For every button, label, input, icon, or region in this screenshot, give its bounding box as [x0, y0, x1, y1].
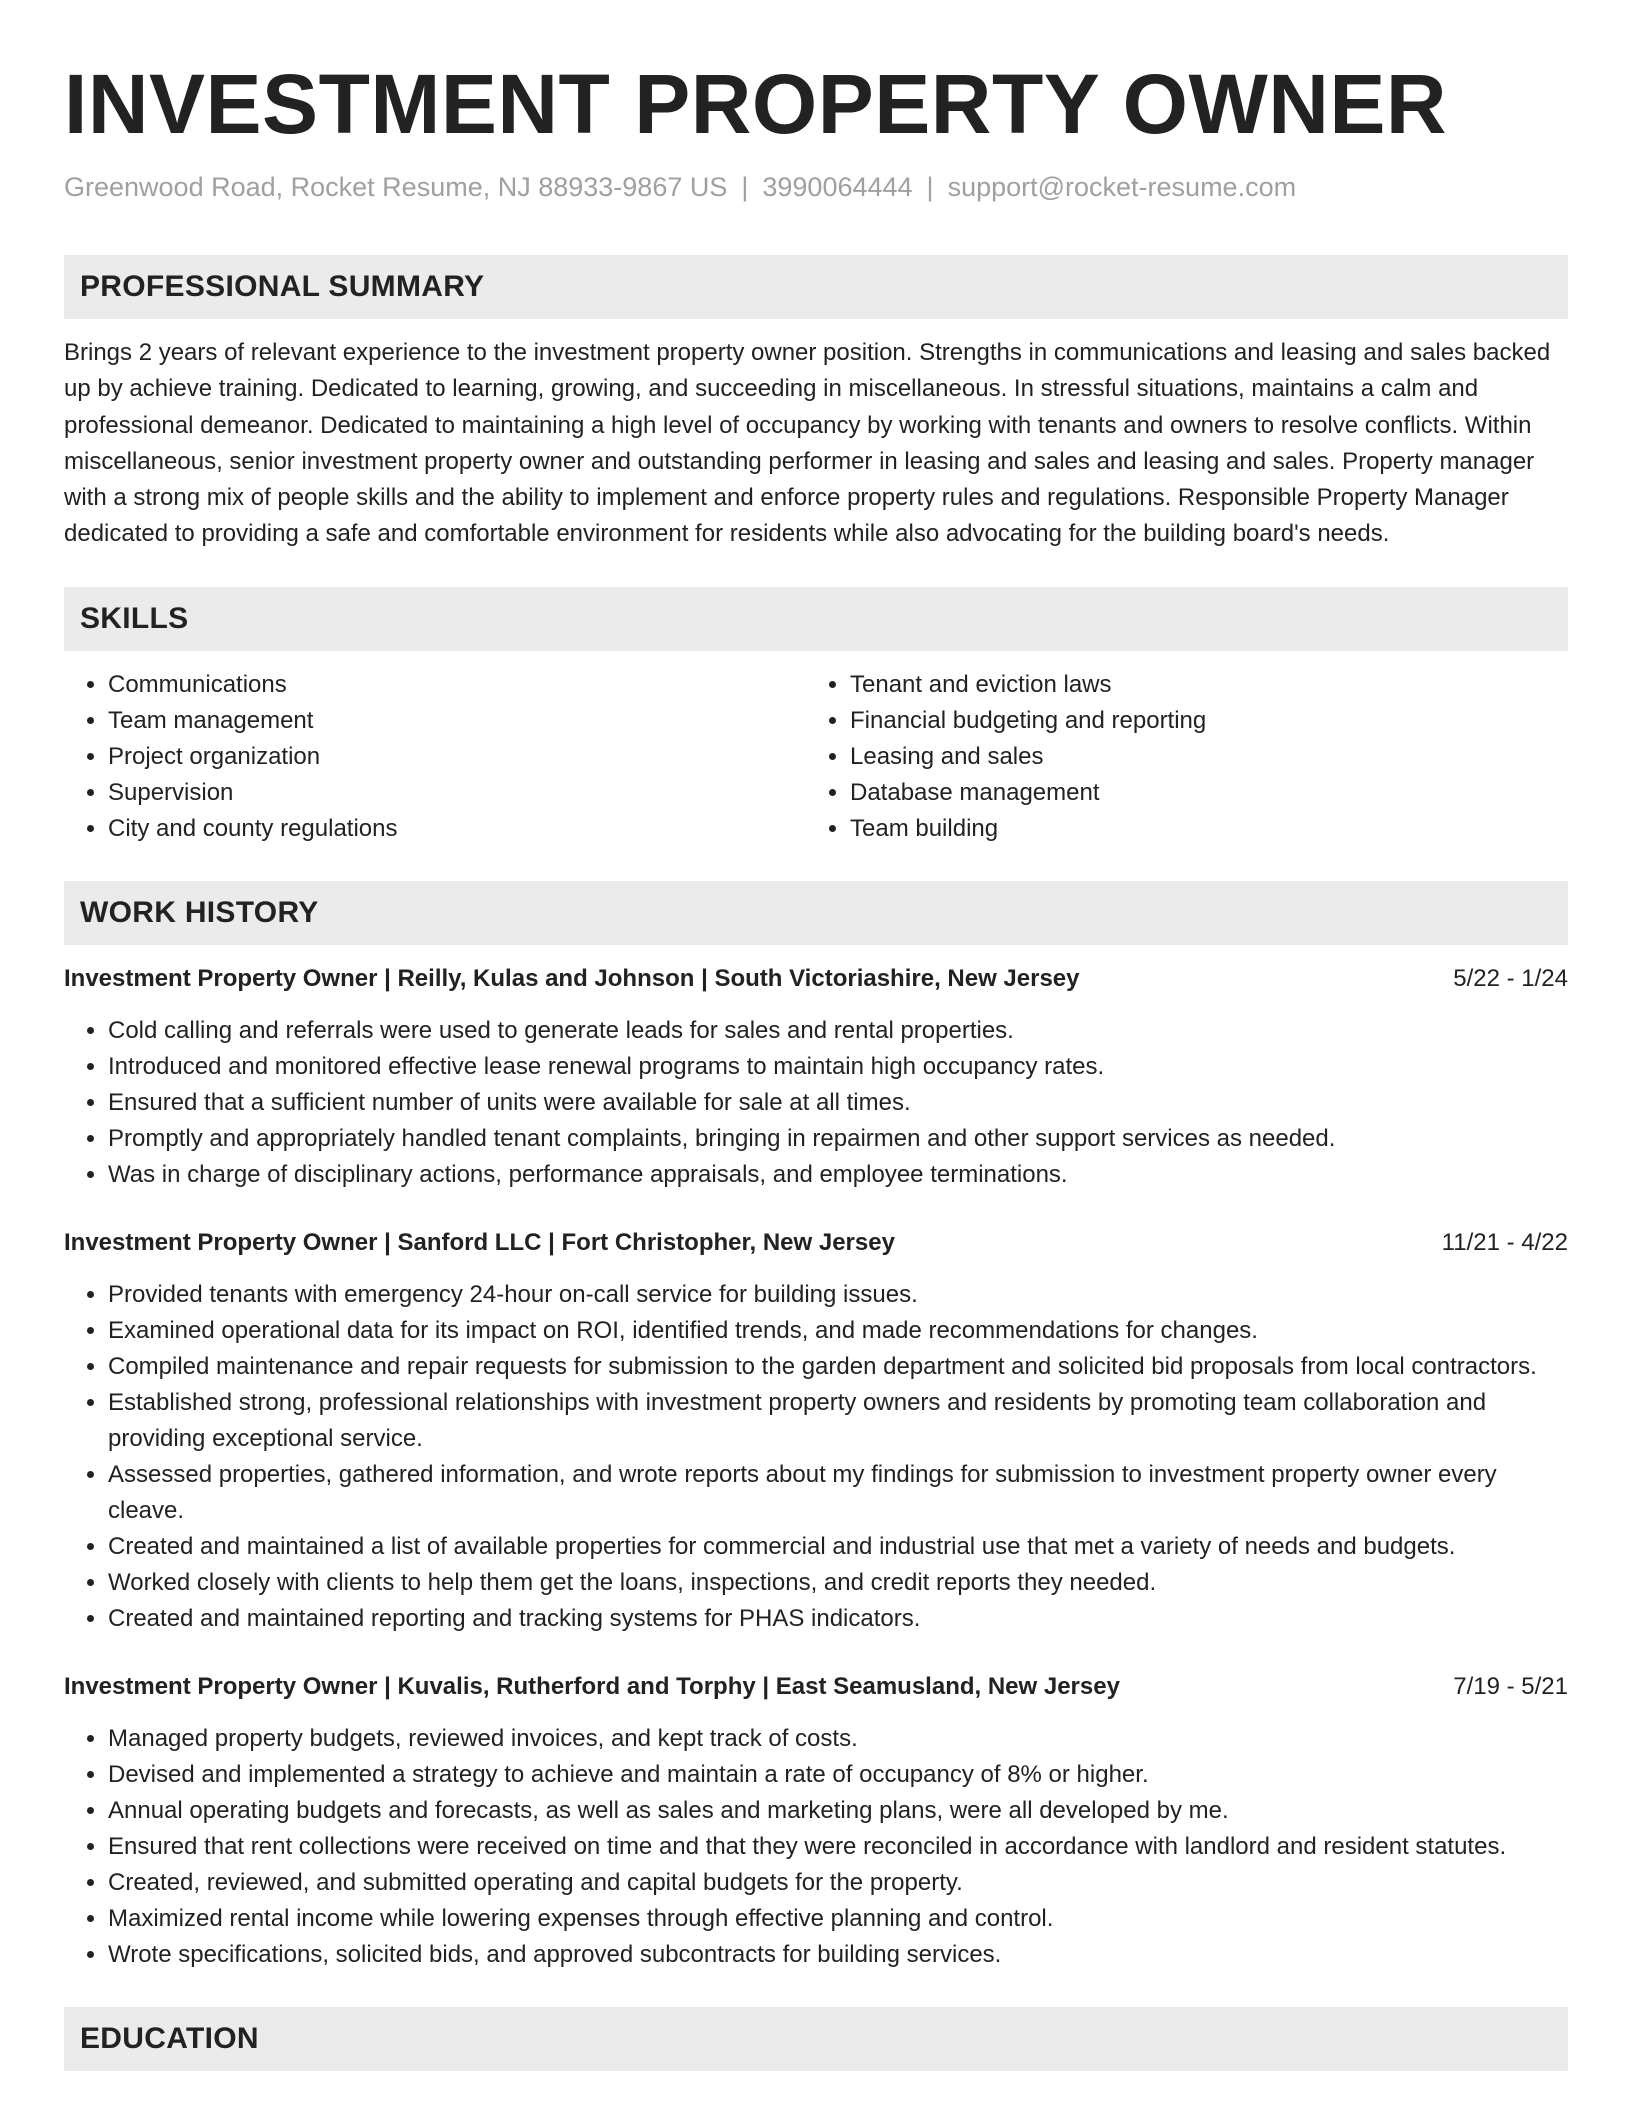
job-dates: 7/19 - 5/21 [1453, 1672, 1568, 1700]
section-header-work-history: WORK HISTORY [64, 881, 1568, 945]
job-bullet: • Promptly and appropriately handled tenant complaints, bringing in repairmen and other support services as needed. [108, 1121, 1568, 1157]
job-bullet: • Created, reviewed, and submitted operating and capital budgets for the property. [108, 1865, 1568, 1901]
job-bullet: • Was in charge of disciplinary actions, performance appraisals, and employee terminations. [108, 1157, 1568, 1193]
job-header [64, 1225, 1568, 1261]
contact-separator: | [741, 172, 749, 202]
job-bullet: • Examined operational data for its impact on ROI, identified trends, and made recommendations for changes. [108, 1313, 1568, 1349]
job-bullets [64, 1277, 1568, 1637]
contact-line [64, 170, 1568, 204]
skill-item: • Supervision [108, 775, 806, 811]
skill-item: • City and county regulations [108, 811, 806, 847]
skills-columns [64, 667, 1568, 847]
job-bullet: • Maximized rental income while lowering expenses through effective planning and control. [108, 1901, 1568, 1937]
skill-item: • Communications [108, 667, 806, 703]
job-bullet: • Assessed properties, gathered information, and wrote reports about my findings for submission to investment property owner every cleave. [108, 1457, 1568, 1529]
contact-email: support@rocket-resume.com [947, 172, 1297, 202]
job-bullet: • Established strong, professional relationships with investment property owners and residents by promoting team collaboration and providing exceptional service. [108, 1385, 1568, 1457]
skills-list-left [64, 667, 806, 847]
job-heading: Investment Property Owner | Reilly, Kulas and Johnson | South Victoriashire, New Jersey [64, 964, 1080, 992]
skill-item: • Database management [850, 775, 1568, 811]
section-header-skills: SKILLS [64, 587, 1568, 651]
job-heading: Investment Property Owner | Kuvalis, Rutherford and Torphy | East Seamusland, New Jersey [64, 1672, 1120, 1700]
job-heading: Investment Property Owner | Sanford LLC | Fort Christopher, New Jersey [64, 1228, 895, 1256]
skill-item: • Tenant and eviction laws [850, 667, 1568, 703]
job-bullet: • Annual operating budgets and forecasts, as well as sales and marketing plans, were all developed by me. [108, 1793, 1568, 1829]
job-entry [64, 1669, 1568, 1973]
job-bullet: • Created and maintained reporting and tracking systems for PHAS indicators. [108, 1601, 1568, 1637]
contact-address: Greenwood Road, Rocket Resume, NJ 88933-9867 US [64, 172, 728, 202]
contact-phone: 3990064444 [762, 172, 913, 202]
candidate-name: INVESTMENT PROPERTY OWNER [64, 57, 1448, 151]
skill-item: • Project organization [108, 739, 806, 775]
job-dates: 5/22 - 1/24 [1453, 964, 1568, 992]
skill-item: • Team building [850, 811, 1568, 847]
job-header [64, 1669, 1568, 1705]
section-header-education: EDUCATION [64, 2007, 1568, 2071]
job-bullet: • Ensured that rent collections were received on time and that they were reconciled in accordance with landlord and resident statutes. [108, 1829, 1568, 1865]
job-bullet: • Worked closely with clients to help them get the loans, inspections, and credit reports they needed. [108, 1565, 1568, 1601]
job-bullet: • Devised and implemented a strategy to achieve and maintain a rate of occupancy of 8% or higher. [108, 1757, 1568, 1793]
job-bullet: • Cold calling and referrals were used to generate leads for sales and rental properties. [108, 1013, 1568, 1049]
contact-separator: | [926, 172, 934, 202]
job-bullet: • Managed property budgets, reviewed invoices, and kept track of costs. [108, 1721, 1568, 1757]
job-bullet: • Compiled maintenance and repair requests for submission to the garden department and solicited bid proposals from local contractors. [108, 1349, 1568, 1385]
skill-item: • Financial budgeting and reporting [850, 703, 1568, 739]
skill-item: • Team management [108, 703, 806, 739]
job-entry [64, 961, 1568, 1193]
skill-item: • Leasing and sales [850, 739, 1568, 775]
job-bullets [64, 1721, 1568, 1973]
job-bullet: • Wrote specifications, solicited bids, and approved subcontracts for building services. [108, 1937, 1568, 1973]
job-bullet: • Introduced and monitored effective lease renewal programs to maintain high occupancy rates. [108, 1049, 1568, 1085]
job-bullets [64, 1013, 1568, 1193]
job-bullet: • Created and maintained a list of available properties for commercial and industrial use that met a variety of needs and budgets. [108, 1529, 1568, 1565]
skills-list-right [806, 667, 1568, 847]
section-header-professional-summary: PROFESSIONAL SUMMARY [64, 255, 1568, 319]
job-bullet: • Provided tenants with emergency 24-hour on-call service for building issues. [108, 1277, 1568, 1313]
job-dates: 11/21 - 4/22 [1441, 1228, 1568, 1256]
job-header [64, 961, 1568, 997]
job-entry [64, 1225, 1568, 1637]
job-bullet: • Ensured that a sufficient number of units were available for sale at all times. [108, 1085, 1568, 1121]
professional-summary-text: Brings 2 years of relevant experience to the investment property owner position. Strengths in communications and leasing and sales backed up by achieve training. Dedicated to learning, growing, and succeeding in miscellaneous. In stressful situations, maintains a calm and professional demeanor. Dedicated to maintaining a high level of occupancy by working with tenants and owners to resolve conflicts. Within miscellaneous, senior investment property owner and outstanding performer in leasing and sales and leasing and sales. Property manager with a strong mix of people skills and the ability to implement and enforce property rules and regulations. Responsible Property Manager dedicated to providing a safe and comfortable environment for residents while also advocating for the building board's needs. [64, 339, 1551, 548]
